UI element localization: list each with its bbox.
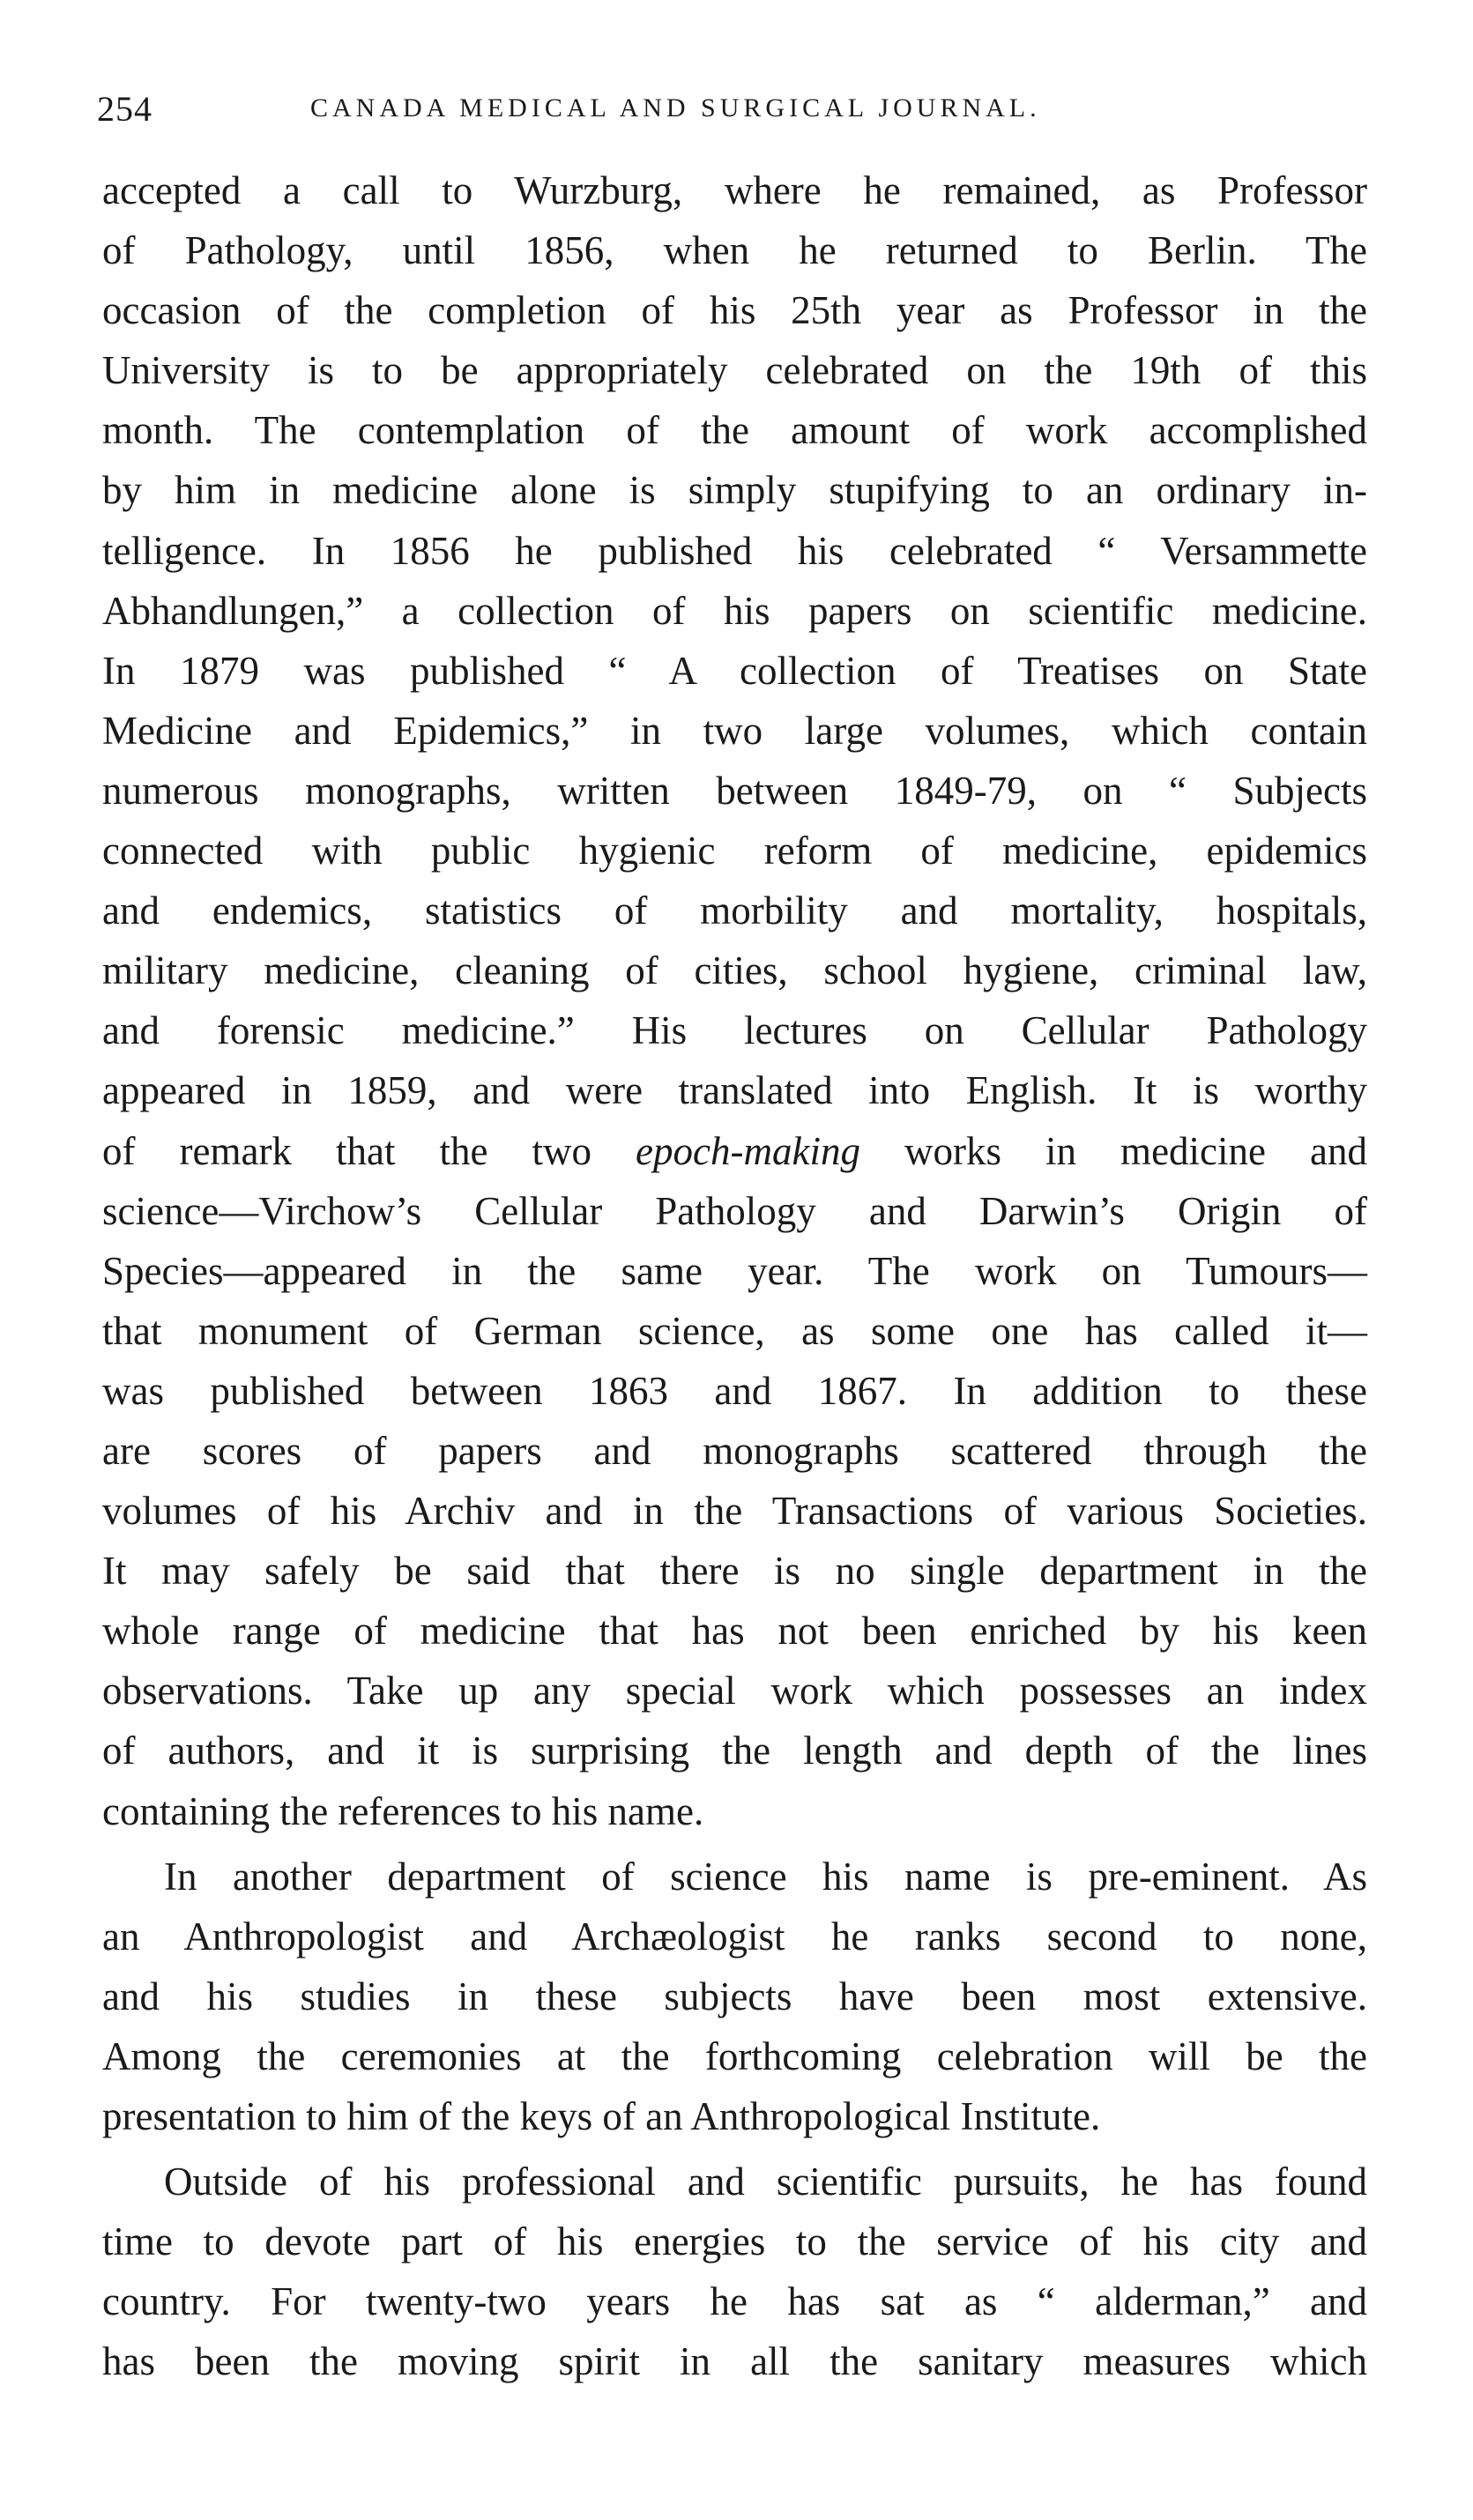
paragraph: [102, 160, 1367, 1841]
text-line: occasion of the completion of his 25th year as Professor in the: [102, 288, 1367, 333]
text-line: Among the ceremonies at the forthcoming celebration will be the: [102, 2033, 1367, 2078]
text-line: and forensic medicine.” His lectures on Cellular Pathology: [102, 1008, 1367, 1053]
text-line: science—Virchow’s Cellular Pathology and Darwin’s Origin of: [102, 1188, 1367, 1233]
running-head: CANADA MEDICAL AND SURGICAL JOURNAL.: [310, 93, 1041, 123]
text-line: military medicine, cleaning of cities, school hygiene, criminal law,: [102, 948, 1367, 993]
text-line: numerous monographs, written between 1849-79, on “ Subjects: [102, 768, 1367, 813]
italic-text: epoch-making: [636, 1128, 860, 1173]
text-line: Outside of his professional and scientific pursuits, he has found: [164, 2159, 1367, 2204]
text-run: works in medicine and: [859, 1128, 1367, 1173]
text-line: whole range of medicine that has not been enriched by his keen: [102, 1609, 1367, 1654]
text-line: [102, 1121, 1367, 1181]
text-run: of remark that the two: [102, 1128, 636, 1173]
page-header: [97, 88, 1366, 141]
text-line: are scores of papers and monographs scattered through the: [102, 1428, 1367, 1473]
text-line: and endemics, statistics of morbility and mortality, hospitals,: [102, 888, 1367, 933]
text-line: volumes of his Archiv and in the Transactions of various Societies.: [102, 1489, 1367, 1534]
text-line: Species—appeared in the same year. The work on Tumours—: [102, 1248, 1367, 1293]
text-line: In 1879 was published “ A collection of Treatises on State: [102, 648, 1367, 693]
text-line: connected with public hygienic reform of medicine, epidemics: [102, 829, 1367, 873]
text-line: month. The contemplation of the amount of work accomplished: [102, 408, 1367, 453]
paragraph: [102, 2152, 1367, 2391]
text-line: appeared in 1859, and were translated into English. It is worthy: [102, 1068, 1367, 1113]
text-line: Abhandlungen,” a collection of his papers on scientific medicine.: [102, 588, 1367, 633]
text-line: country. For twenty-two years he has sat as “ alderman,” and: [102, 2279, 1367, 2324]
text-line: has been the moving spirit in all the sanitary measures which: [102, 2339, 1367, 2384]
text-line: containing the references to his name.: [102, 1788, 704, 1833]
text-line: observations. Take up any special work which possesses an index: [102, 1669, 1367, 1713]
text-line: University is to be appropriately celebrated on the 19th of this: [102, 348, 1367, 393]
text-line: an Anthropologist and Archæologist he ranks second to none,: [102, 1914, 1367, 1959]
page-number: 254: [97, 89, 153, 129]
text-line: time to devote part of his energies to the service of his city and: [102, 2219, 1367, 2264]
text-line: of authors, and it is surprising the length and depth of the lines: [102, 1728, 1367, 1773]
text-line: It may safely be said that there is no single department in the: [102, 1549, 1367, 1594]
text-line: In another department of science his name is pre-eminent. As: [164, 1854, 1367, 1899]
text-line: telligence. In 1856 he published his celebrated “ Versammette: [102, 528, 1367, 573]
text-line: Medicine and Epidemics,” in two large volumes, which contain: [102, 708, 1367, 753]
text-line: was published between 1863 and 1867. In addition to these: [102, 1368, 1367, 1413]
article-body: [102, 160, 1367, 2391]
paragraph: [102, 1847, 1367, 2146]
text-line: of Pathology, until 1856, when he returned to Berlin. The: [102, 228, 1367, 273]
text-line: that monument of German science, as some one has called it—: [102, 1308, 1367, 1353]
text-line: and his studies in these subjects have been most extensive.: [102, 1974, 1367, 2018]
text-line: accepted a call to Wurzburg, where he remained, as Professor: [102, 168, 1367, 212]
text-line: presentation to him of the keys of an Anthropological Institute.: [102, 2094, 1101, 2138]
text-line: by him in medicine alone is simply stupifying to an ordinary in-: [102, 468, 1367, 513]
